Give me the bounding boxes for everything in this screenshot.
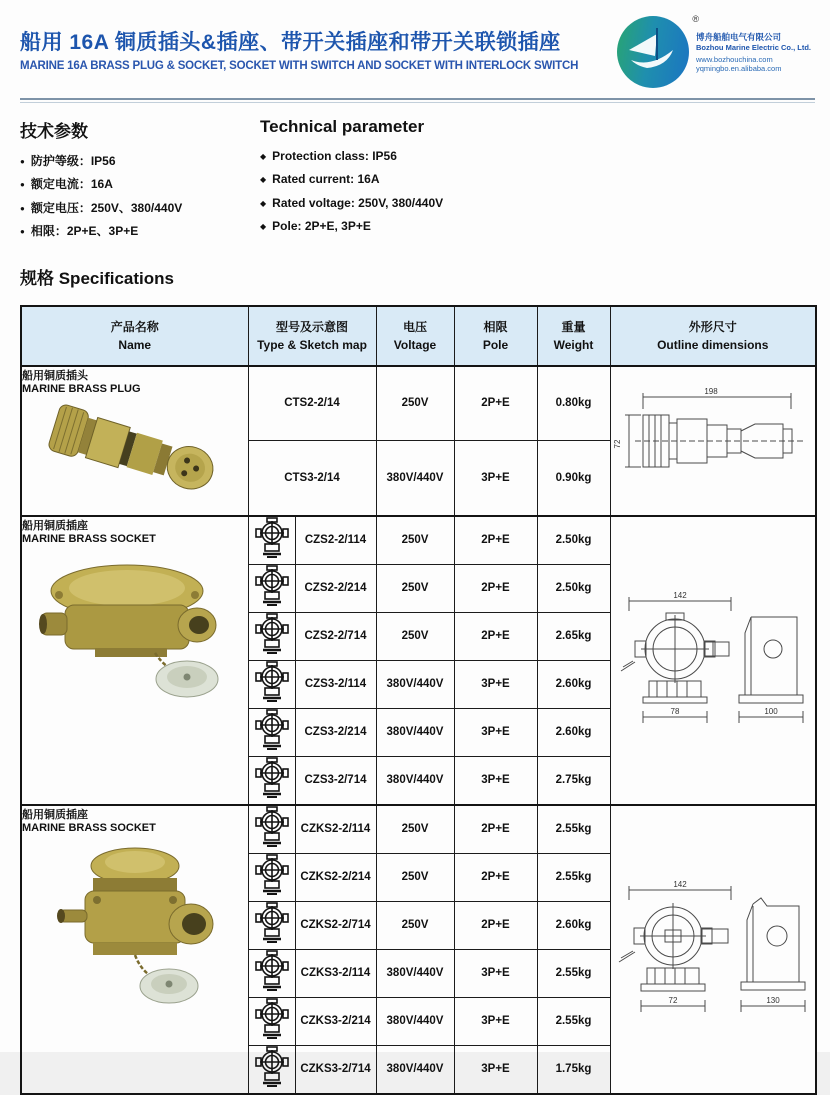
technical-parameters xyxy=(20,117,815,244)
tech-param-text: 额定电流：16A xyxy=(30,177,113,192)
pole-cell: 2P+E xyxy=(454,901,537,949)
tech-param-item xyxy=(20,197,260,220)
tech-param-text: Rated current: 16A xyxy=(272,172,380,187)
pole-cell: 2P+E xyxy=(454,612,537,660)
voltage-cell: 250V xyxy=(376,564,454,612)
socket-front-sketch-icon xyxy=(255,1046,289,1088)
tech-param-text: 防护等级：IP56 xyxy=(30,154,116,168)
company-url-2: yqmingbo.en.alibaba.com xyxy=(696,64,782,74)
svg-text:72: 72 xyxy=(612,439,622,449)
socket-front-sketch-icon xyxy=(255,565,289,607)
company-logo-block xyxy=(617,16,815,88)
type-cell: CZKS2-2/714 xyxy=(295,901,376,949)
socket-front-sketch-icon xyxy=(255,517,289,559)
product-name-cell xyxy=(21,366,248,516)
bullet-icon: ● xyxy=(20,180,25,190)
type-cell: CZKS3-2/114 xyxy=(295,949,376,997)
weight-cell: 2.55kg xyxy=(537,997,610,1045)
bullet-icon: ◆ xyxy=(260,222,267,232)
voltage-cell: 250V xyxy=(376,366,454,441)
weight-cell: 2.75kg xyxy=(537,756,610,805)
type-cell: CZS3-2/114 xyxy=(295,660,376,708)
socket-front-sketch-icon xyxy=(255,661,289,703)
sketch-cell xyxy=(248,853,295,901)
tech-params-zh-list xyxy=(20,150,260,244)
product-name-zh: 船用铜质插座 xyxy=(22,519,88,532)
voltage-cell: 380V/440V xyxy=(376,1045,454,1094)
tech-param-text: 额定电压：250V、380/440V xyxy=(30,200,183,215)
pole-cell: 3P+E xyxy=(454,708,537,756)
sketch-cell xyxy=(248,660,295,708)
voltage-cell: 380V/440V xyxy=(376,756,454,805)
weight-cell: 0.90kg xyxy=(537,441,610,516)
tech-params-zh xyxy=(20,117,260,244)
socket-front-sketch-icon xyxy=(255,902,289,944)
bullet-icon: ◆ xyxy=(260,198,267,208)
spec-row xyxy=(21,516,816,565)
pole-cell: 3P+E xyxy=(454,441,537,516)
tech-param-item xyxy=(20,173,260,196)
bullet-icon: ◆ xyxy=(260,175,267,185)
header-divider xyxy=(20,98,815,103)
type-cell: CZS2-2/214 xyxy=(295,564,376,612)
weight-cell: 0.80kg xyxy=(537,366,610,441)
tech-params-en xyxy=(260,117,443,244)
svg-text:142: 142 xyxy=(673,879,687,889)
weight-cell: 2.55kg xyxy=(537,853,610,901)
type-cell: CZS2-2/714 xyxy=(295,612,376,660)
specifications-heading: 规格 Specifications xyxy=(20,268,174,288)
marine-brass-socket-photo xyxy=(37,551,233,701)
type-cell: CTS2-2/14 xyxy=(248,366,376,441)
type-cell: CZKS3-2/214 xyxy=(295,997,376,1045)
marine-brass-switch-socket-photo xyxy=(39,840,231,1008)
voltage-cell: 380V/440V xyxy=(376,997,454,1045)
pole-cell: 3P+E xyxy=(454,949,537,997)
socket-front-sketch-icon xyxy=(255,709,289,751)
tech-param-text: Protection class: IP56 xyxy=(272,149,397,163)
spec-table-head xyxy=(21,306,816,366)
sketch-cell xyxy=(248,612,295,660)
socket-front-sketch-icon xyxy=(255,806,289,848)
weight-cell: 2.50kg xyxy=(537,564,610,612)
product-name-cell xyxy=(21,805,248,1094)
bullet-icon: ● xyxy=(20,203,25,213)
bullet-icon: ● xyxy=(20,157,25,166)
sketch-cell xyxy=(248,949,295,997)
svg-text:142: 142 xyxy=(673,590,687,600)
voltage-cell: 250V xyxy=(376,901,454,949)
socket-front-sketch-icon xyxy=(255,950,289,992)
specifications-table xyxy=(20,305,817,1095)
sketch-cell xyxy=(248,756,295,805)
socket-outline-drawing xyxy=(611,587,815,729)
product-name-zh: 船用铜质插座 xyxy=(22,808,88,821)
pole-cell: 3P+E xyxy=(454,1045,537,1094)
spec-row xyxy=(21,805,816,854)
sketch-cell xyxy=(248,708,295,756)
pole-cell: 2P+E xyxy=(454,805,537,854)
outline-dimensions-cell xyxy=(610,516,816,805)
tech-param-item xyxy=(260,168,443,191)
voltage-cell: 250V xyxy=(376,853,454,901)
tech-params-heading-en: Technical parameter xyxy=(260,117,425,136)
sketch-cell xyxy=(248,901,295,949)
sketch-cell xyxy=(248,1045,295,1094)
socket-front-sketch-icon xyxy=(255,757,289,799)
svg-text:130: 130 xyxy=(766,995,780,1005)
pole-cell: 2P+E xyxy=(454,564,537,612)
bullet-icon: ● xyxy=(20,227,25,237)
company-url-1: www.bozhouchina.com xyxy=(696,55,773,64)
pole-cell: 2P+E xyxy=(454,853,537,901)
pole-cell: 3P+E xyxy=(454,997,537,1045)
col-header-pole: 相限 Pole xyxy=(454,306,537,366)
outline-dimensions-cell xyxy=(610,366,816,516)
bullet-icon: ◆ xyxy=(260,152,267,161)
weight-cell: 2.65kg xyxy=(537,612,610,660)
svg-text:198: 198 xyxy=(704,387,718,397)
sketch-cell xyxy=(248,564,295,612)
weight-cell: 2.60kg xyxy=(537,660,610,708)
type-cell: CZKS2-2/214 xyxy=(295,853,376,901)
voltage-cell: 380V/440V xyxy=(376,949,454,997)
product-name-en: MARINE BRASS PLUG xyxy=(22,382,141,395)
socket-front-sketch-icon xyxy=(255,613,289,655)
voltage-cell: 380V/440V xyxy=(376,708,454,756)
col-header-name: 产品名称 Name xyxy=(21,306,248,366)
pole-cell: 3P+E xyxy=(454,660,537,708)
weight-cell: 1.75kg xyxy=(537,1045,610,1094)
svg-text:72: 72 xyxy=(668,995,678,1005)
plug-outline-drawing xyxy=(613,383,813,493)
page-header xyxy=(20,16,815,88)
sketch-cell xyxy=(248,516,295,565)
voltage-cell: 250V xyxy=(376,516,454,565)
tech-params-en-list xyxy=(260,145,443,239)
product-name-en: MARINE BRASS SOCKET xyxy=(22,821,156,834)
socket-front-sketch-icon xyxy=(255,998,289,1040)
company-name-zh: 博舟船舶电气有限公司 xyxy=(696,32,782,42)
product-name-zh: 船用铜质插头 xyxy=(22,369,88,382)
voltage-cell: 250V xyxy=(376,805,454,854)
svg-text:78: 78 xyxy=(670,706,680,716)
sailboat-logo-icon xyxy=(617,16,689,88)
product-name-en: MARINE BRASS SOCKET xyxy=(22,532,156,545)
pole-cell: 2P+E xyxy=(454,366,537,441)
spec-table-body xyxy=(21,366,816,1094)
title-block xyxy=(20,16,578,72)
col-header-type: 型号及示意图 Type & Sketch map xyxy=(248,306,376,366)
type-cell: CZS3-2/714 xyxy=(295,756,376,805)
col-header-outline: 外形尺寸 Outline dimensions xyxy=(610,306,816,366)
marine-brass-plug-photo xyxy=(40,401,230,505)
type-cell: CZKS2-2/114 xyxy=(295,805,376,854)
pole-cell: 3P+E xyxy=(454,756,537,805)
weight-cell: 2.60kg xyxy=(537,708,610,756)
tech-params-heading-zh: 技术参数 xyxy=(20,122,88,141)
weight-cell: 2.60kg xyxy=(537,901,610,949)
pole-cell: 2P+E xyxy=(454,516,537,565)
tech-param-item xyxy=(20,220,260,243)
tech-param-item xyxy=(20,150,260,173)
weight-cell: 2.50kg xyxy=(537,516,610,565)
voltage-cell: 250V xyxy=(376,612,454,660)
tech-param-text: 相限：2P+E、3P+E xyxy=(30,224,139,239)
weight-cell: 2.55kg xyxy=(537,805,610,854)
outline-dimensions-cell xyxy=(610,805,816,1094)
type-cell: CZS2-2/114 xyxy=(295,516,376,565)
voltage-cell: 380V/440V xyxy=(376,441,454,516)
tech-param-item xyxy=(260,145,443,168)
switch-socket-outline-drawing xyxy=(611,876,815,1018)
registered-mark: ® xyxy=(692,14,699,24)
type-cell: CTS3-2/14 xyxy=(248,441,376,516)
tech-param-item xyxy=(260,215,443,238)
tech-param-text: Pole: 2P+E, 3P+E xyxy=(272,219,371,234)
svg-text:100: 100 xyxy=(764,706,778,716)
sketch-cell xyxy=(248,805,295,854)
type-cell: CZKS3-2/714 xyxy=(295,1045,376,1094)
weight-cell: 2.55kg xyxy=(537,949,610,997)
socket-front-sketch-icon xyxy=(255,854,289,896)
col-header-voltage: 电压 Voltage xyxy=(376,306,454,366)
type-cell: CZS3-2/214 xyxy=(295,708,376,756)
page-title-zh: 船用 16A 铜质插头&插座、带开关插座和带开关联锁插座 xyxy=(20,31,561,54)
col-header-weight: 重量 Weight xyxy=(537,306,610,366)
company-logo xyxy=(617,14,699,88)
spec-row xyxy=(21,366,816,441)
page-title-en: MARINE 16A BRASS PLUG & SOCKET, SOCKET WITH SWITCH AND SOCKET WITH INTERLOCK SWITCH xyxy=(20,60,579,72)
company-text xyxy=(696,16,811,88)
sketch-cell xyxy=(248,997,295,1045)
product-name-cell xyxy=(21,516,248,805)
tech-param-text: Rated voltage: 250V, 380/440V xyxy=(272,195,444,210)
voltage-cell: 380V/440V xyxy=(376,660,454,708)
tech-param-item xyxy=(260,192,443,215)
company-name-en: Bozhou Marine Electric Co., Ltd. xyxy=(696,42,812,52)
